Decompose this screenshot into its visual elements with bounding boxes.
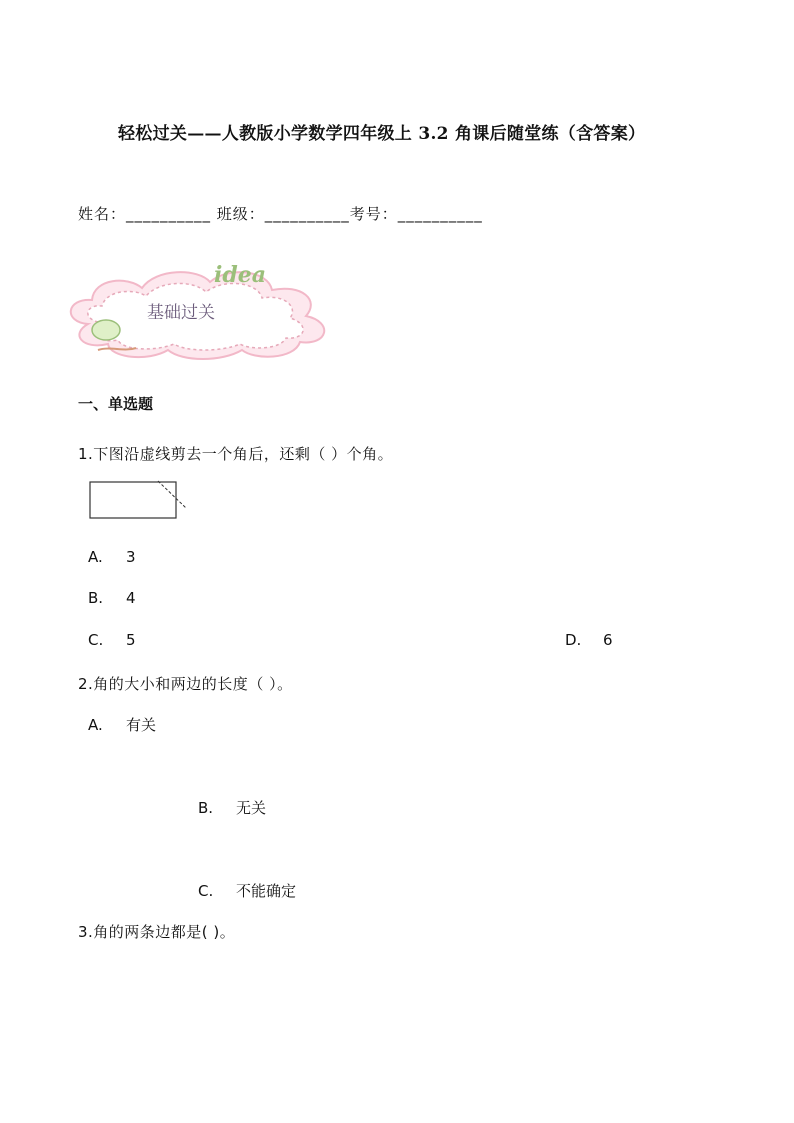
question-1-text: 1.下图沿虚线剪去一个角后，还剩（ ）个角。	[78, 445, 394, 463]
option-text: 4	[126, 589, 136, 607]
option-text: 无关	[236, 799, 267, 817]
option-label: C.	[88, 631, 104, 649]
q2-option-b[interactable]	[198, 797, 266, 818]
option-label: B.	[88, 589, 104, 607]
q1-option-a[interactable]	[88, 548, 136, 566]
idea-logo-text: idea	[214, 262, 266, 288]
q2-option-a[interactable]	[88, 714, 156, 735]
option-label: B.	[198, 799, 214, 817]
question-3-text: 3.角的两条边都是( )。	[78, 923, 236, 941]
option-label: A.	[88, 548, 103, 566]
student-info-line: 姓名：__________ 班级：__________考号：__________	[78, 205, 483, 223]
option-text: 不能确定	[236, 882, 297, 900]
option-label: A.	[88, 716, 103, 734]
q1-option-b[interactable]	[88, 589, 136, 607]
q2-option-c[interactable]	[198, 880, 296, 901]
badge-label: 基础过关	[147, 303, 215, 323]
q1-option-c[interactable]	[88, 631, 136, 649]
option-label: C.	[198, 882, 214, 900]
option-text: 有关	[126, 716, 157, 734]
option-label: D.	[565, 631, 582, 649]
q1-option-d[interactable]	[565, 631, 613, 649]
question-2-text: 2.角的大小和两边的长度（ ）。	[78, 675, 293, 693]
page-title: 轻松过关——人教版小学数学四年级上 3.2 角课后随堂练（含答案）	[118, 124, 646, 144]
option-text: 6	[603, 631, 613, 649]
section-heading: 一、单选题	[78, 395, 154, 413]
option-text: 3	[126, 548, 136, 566]
rectangle-cut-figure	[88, 480, 192, 522]
option-text: 5	[126, 631, 136, 649]
